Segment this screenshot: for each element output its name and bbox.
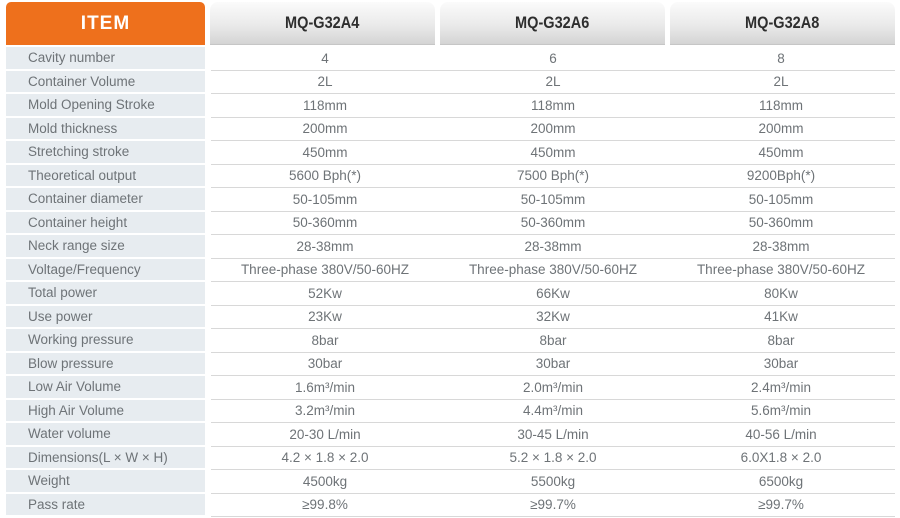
row-values (211, 165, 895, 189)
table-row (6, 94, 895, 118)
value-cell-mq-g32a6: 32Kw (536, 309, 570, 325)
table-row (6, 212, 895, 236)
value-cell-mq-g32a4: 118mm (302, 97, 347, 113)
value-cell-mq-g32a6: 450mm (530, 144, 576, 160)
table-row (6, 141, 895, 165)
row-values (211, 282, 895, 306)
row-label: Total power (6, 282, 205, 306)
table-row (6, 470, 895, 494)
row-values (211, 470, 895, 494)
value-cell-mq-g32a4: 50-105mm (292, 191, 358, 207)
value-cell-mq-g32a8: 50-360mm (748, 215, 814, 231)
value-cell-mq-g32a8: 50-105mm (748, 191, 814, 207)
value-cell-mq-g32a6: 7500 Bph(*) (516, 168, 590, 184)
value-cell-mq-g32a8: 9200Bph(*) (746, 168, 816, 184)
value-cell-mq-g32a6: 2.0m³/min (522, 379, 583, 395)
row-label: Cavity number (6, 47, 205, 71)
value-cell-mq-g32a6: 66Kw (536, 285, 570, 301)
table-row (6, 282, 895, 306)
row-label: Stretching stroke (6, 141, 205, 165)
value-cell-mq-g32a8: ≥99.7% (758, 497, 804, 513)
value-cell-mq-g32a8: 6500kg (758, 473, 804, 489)
value-cell-mq-g32a8: 118mm (758, 97, 803, 113)
value-cell-mq-g32a4: 20-30 L/min (289, 426, 361, 442)
row-values (211, 447, 895, 471)
value-cell-mq-g32a6: Three-phase 380V/50-60HZ (468, 262, 638, 278)
table-row (6, 71, 895, 95)
table-row (6, 235, 895, 259)
column-header-mq-g32a8 (670, 2, 895, 45)
row-values (211, 141, 895, 165)
table-row (6, 353, 895, 377)
table-row (6, 259, 895, 283)
row-label: Container diameter (6, 188, 205, 212)
value-cell-mq-g32a4: 5600 Bph(*) (288, 168, 362, 184)
row-values (211, 71, 895, 95)
value-cell-mq-g32a8: Three-phase 380V/50-60HZ (696, 262, 866, 278)
value-cell-mq-g32a4: 4 (321, 50, 329, 66)
value-cell-mq-g32a6: 50-105mm (520, 191, 586, 207)
row-label: Use power (6, 306, 205, 330)
value-cell-mq-g32a4: 200mm (302, 121, 348, 137)
value-cell-mq-g32a8: 40-56 L/min (745, 426, 817, 442)
value-cell-mq-g32a6: 2L (545, 74, 561, 90)
row-label: Container height (6, 212, 205, 236)
value-cell-mq-g32a6: 5.2 × 1.8 × 2.0 (509, 450, 597, 466)
row-label: Dimensions(L × W × H) (6, 447, 205, 471)
table-row (6, 118, 895, 142)
row-values (211, 47, 895, 71)
row-values (211, 329, 895, 353)
row-values (211, 118, 895, 142)
value-cell-mq-g32a6: 8bar (539, 332, 567, 348)
value-cell-mq-g32a4: 3.2m³/min (294, 403, 355, 419)
row-label: Blow pressure (6, 353, 205, 377)
row-label: Water volume (6, 423, 205, 447)
item-header-label: ITEM (80, 12, 131, 34)
value-cell-mq-g32a4: 30bar (307, 356, 343, 372)
table-row (6, 423, 895, 447)
value-cell-mq-g32a6: 118mm (530, 97, 575, 113)
row-label: Theoretical output (6, 165, 205, 189)
value-cell-mq-g32a8: 5.6m³/min (750, 403, 811, 419)
row-label: Working pressure (6, 329, 205, 353)
row-values (211, 259, 895, 283)
row-label: Weight (6, 470, 205, 494)
value-cell-mq-g32a4: 1.6m³/min (294, 379, 355, 395)
row-values (211, 235, 895, 259)
value-cell-mq-g32a8: 450mm (758, 144, 804, 160)
column-header-label: MQ-G32A6 (515, 13, 590, 32)
value-cell-mq-g32a8: 6.0X1.8 × 2.0 (740, 450, 822, 466)
item-header (6, 2, 205, 45)
column-header-mq-g32a6 (440, 2, 665, 45)
column-header-label: MQ-G32A8 (745, 13, 820, 32)
spec-table (6, 2, 895, 517)
value-cell-mq-g32a4: 450mm (302, 144, 348, 160)
row-values (211, 376, 895, 400)
row-label: Low Air Volume (6, 376, 205, 400)
value-cell-mq-g32a6: 200mm (530, 121, 576, 137)
row-values (211, 353, 895, 377)
value-cell-mq-g32a4: 4.2 × 1.8 × 2.0 (281, 450, 369, 466)
value-cell-mq-g32a4: ≥99.8% (302, 497, 348, 513)
value-cell-mq-g32a6: 50-360mm (520, 215, 586, 231)
row-values (211, 306, 895, 330)
value-cell-mq-g32a4: 23Kw (308, 309, 342, 325)
table-row (6, 494, 895, 518)
value-cell-mq-g32a6: 6 (549, 50, 557, 66)
row-values (211, 94, 895, 118)
value-cell-mq-g32a8: 8bar (767, 332, 795, 348)
value-cell-mq-g32a8: 2.4m³/min (750, 379, 811, 395)
row-label: Container Volume (6, 71, 205, 95)
value-cell-mq-g32a6: 28-38mm (524, 238, 582, 254)
table-body (6, 47, 895, 517)
table-row (6, 47, 895, 71)
table-header-row (6, 2, 895, 45)
value-cell-mq-g32a4: 2L (317, 74, 333, 90)
table-row (6, 165, 895, 189)
value-cell-mq-g32a6: 5500kg (530, 473, 576, 489)
table-row (6, 400, 895, 424)
column-header-label: MQ-G32A4 (285, 13, 360, 32)
row-values (211, 494, 895, 518)
row-label: Pass rate (6, 494, 205, 518)
row-label: Mold thickness (6, 118, 205, 142)
value-cell-mq-g32a6: 4.4m³/min (522, 403, 583, 419)
column-header-mq-g32a4 (210, 2, 435, 45)
value-cell-mq-g32a8: 2L (773, 74, 789, 90)
value-cell-mq-g32a8: 80Kw (764, 285, 798, 301)
row-label: Neck range size (6, 235, 205, 259)
value-cell-mq-g32a8: 8 (777, 50, 785, 66)
value-cell-mq-g32a4: 50-360mm (292, 215, 358, 231)
value-cell-mq-g32a4: Three-phase 380V/50-60HZ (240, 262, 410, 278)
table-row (6, 376, 895, 400)
table-row (6, 188, 895, 212)
value-cell-mq-g32a6: 30-45 L/min (517, 426, 589, 442)
row-values (211, 212, 895, 236)
table-row (6, 306, 895, 330)
value-cell-mq-g32a8: 41Kw (764, 309, 798, 325)
value-cell-mq-g32a4: 4500kg (302, 473, 348, 489)
value-cell-mq-g32a6: 30bar (535, 356, 571, 372)
value-cell-mq-g32a6: ≥99.7% (530, 497, 576, 513)
value-cell-mq-g32a4: 28-38mm (296, 238, 354, 254)
value-cell-mq-g32a4: 52Kw (308, 285, 342, 301)
row-label: Voltage/Frequency (6, 259, 205, 283)
table-row (6, 447, 895, 471)
row-values (211, 400, 895, 424)
value-cell-mq-g32a8: 30bar (763, 356, 799, 372)
row-label: High Air Volume (6, 400, 205, 424)
table-row (6, 329, 895, 353)
row-label: Mold Opening Stroke (6, 94, 205, 118)
value-cell-mq-g32a4: 8bar (311, 332, 339, 348)
row-values (211, 188, 895, 212)
value-cell-mq-g32a8: 200mm (758, 121, 804, 137)
value-cell-mq-g32a8: 28-38mm (752, 238, 810, 254)
row-values (211, 423, 895, 447)
